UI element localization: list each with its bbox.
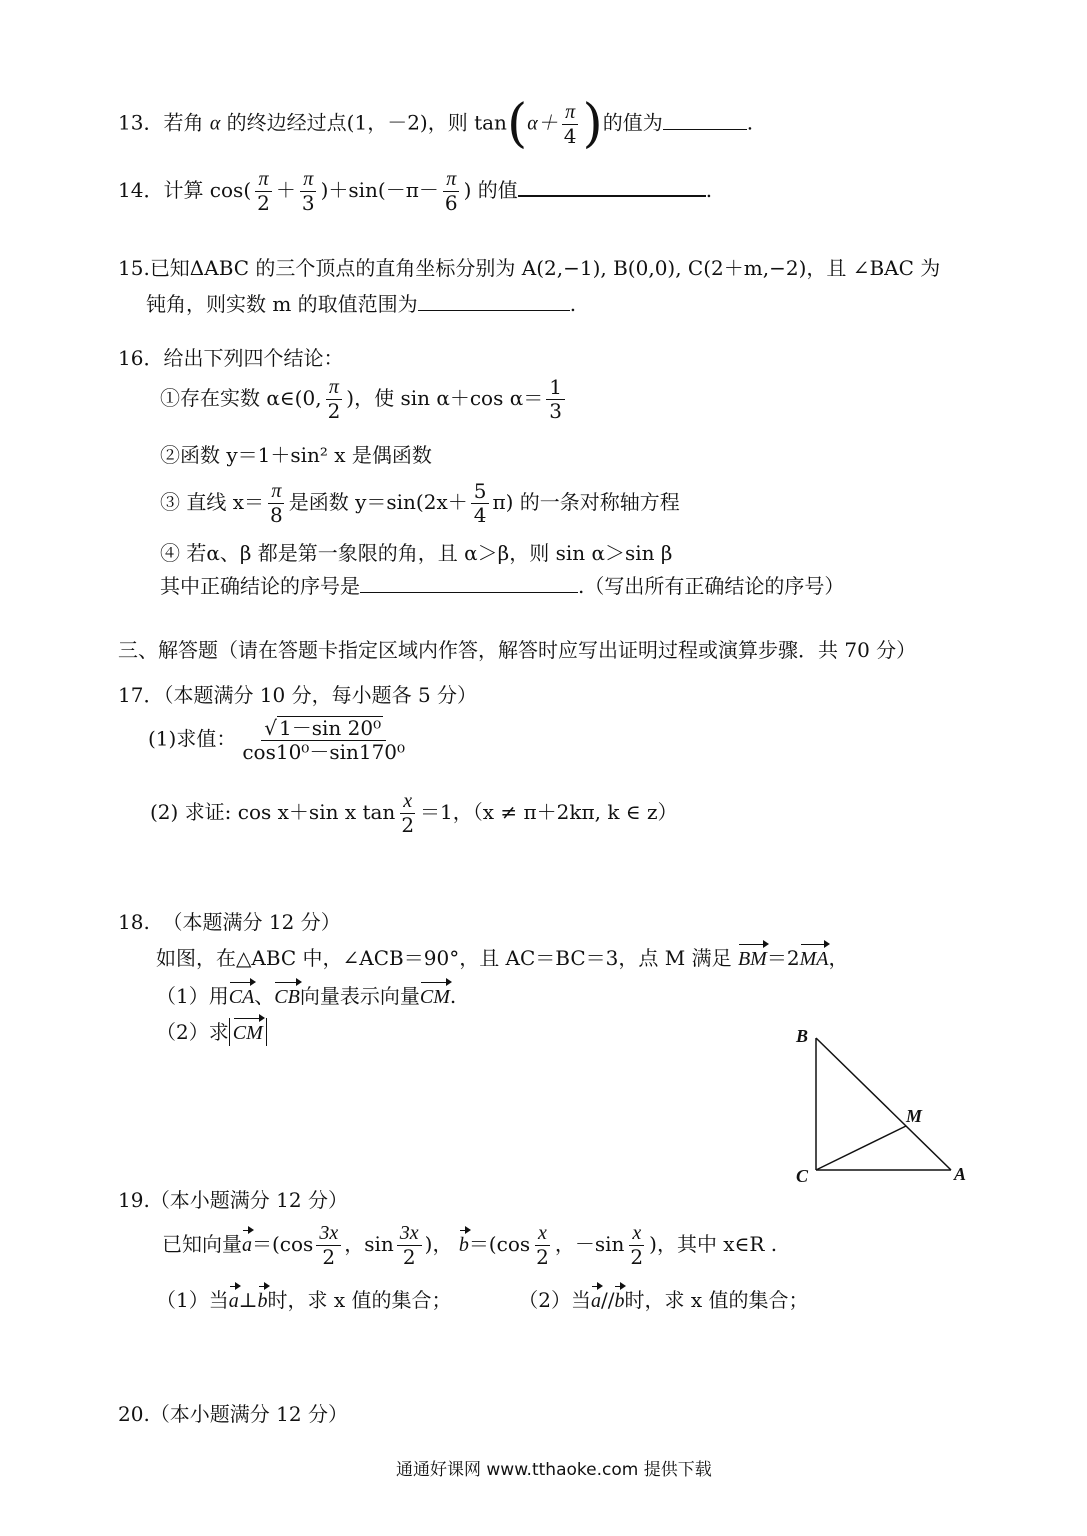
vector-CB: CB <box>274 986 300 1008</box>
q17-part-1: (1)求值： $\frac{\text{√ 1－sin 20⁰}}{\text{cos10⁰－sin170⁰}}$ <box>148 716 411 764</box>
question-16: 16．给出下列四个结论： <box>118 346 344 370</box>
q16-statement-4: ④ 若α、β 都是第一象限的角，且 α＞β，则 sin α＞sin β <box>160 541 673 565</box>
question-15: 15.已知ΔABC 的三个顶点的直角坐标分别为 A(2,−1), B(0,0), C(2＋m,−2)，且 ∠BAC 为 <box>118 256 941 280</box>
q16-ask: 其中正确结论的序号是 .（写出所有正确结论的序号） <box>160 574 845 598</box>
question-17: 17．（本题满分 10 分，每小题各 5 分） <box>118 683 478 707</box>
q19-line-1: 已知向量a＝(cos $\frac{3x}{2}$ ，sin $\frac{3x}{2}$ )， b＝(cos $\frac{x}{2}$ ，－sin $\frac{x}{2}$ )，其中 x∈R . <box>162 1222 778 1269</box>
side-BA <box>816 1038 951 1170</box>
vector-a: a <box>242 1234 252 1256</box>
vector-CM-abs: CM <box>232 1022 263 1044</box>
q19-number: 19. <box>118 1188 150 1212</box>
section-3-heading: 三、解答题（请在答题卡指定区域内作答，解答时应写出证明过程或演算步骤．共 70 分） <box>118 638 917 662</box>
page-footer: 通通好课网 www.tthaoke.com 提供下载 <box>396 1460 712 1480</box>
vector-CM: CM <box>419 986 450 1008</box>
vector-b: b <box>458 1234 469 1256</box>
question-14: 14．计算 cos( $\frac{\pi}{2}$ ＋ $\frac{\pi}{3}$ )＋sin(－π－ $\frac{\pi}{6}$ ) 的值 . <box>118 168 713 215</box>
fraction-pi-over-4: $\frac{\pi}{4}$ <box>563 100 577 148</box>
q19-line-2: （1）当a⊥b时，求 x 值的集合； （2）当a//b时，求 x 值的集合； <box>156 1288 809 1312</box>
q16-statement-3: ③ 直线 x＝ $\frac{\pi}{8}$ 是函数 y＝sin(2x＋ $\frac{5}{4}$ π) 的一条对称轴方程 <box>160 479 680 527</box>
q17-fraction: $\frac{\text{√ 1－sin 20⁰}}{\text{cos10⁰－sin170⁰}}$ <box>242 716 406 764</box>
q15-number: 15. <box>118 256 150 280</box>
label-M: M <box>906 1106 923 1126</box>
q17-part-2: (2) 求证: cos x＋sin x tan $\frac{x}{2}$ ＝1，（x ≠ π＋2kπ, k ∈ z） <box>150 790 678 837</box>
triangle-figure <box>780 1020 980 1190</box>
segment-CM <box>816 1126 906 1170</box>
label-B: B <box>796 1026 809 1046</box>
answer-blank-13 <box>663 129 747 130</box>
q16-statement-1: ①存在实数 α∈(0, $\frac{\pi}{2}$ )，使 sin α＋cos α＝ $\frac{1}{3}$ <box>160 376 568 423</box>
label-A: A <box>954 1164 967 1184</box>
question-20: 20.（本小题满分 12 分） <box>118 1402 348 1426</box>
q18-line-1: 如图，在△ABC 中，∠ACB＝90°，且 AC＝BC＝3，点 M 满足 BM＝2MA， <box>156 946 849 970</box>
q14-number: 14． <box>118 178 164 202</box>
q17-number: 17． <box>118 683 164 707</box>
answer-blank-15 <box>418 310 570 311</box>
q20-number: 20. <box>118 1402 150 1426</box>
question-15-line2: 钝角，则实数 m 的取值范围为 . <box>146 292 577 316</box>
q18-line-2: （1）用CA、CB向量表示向量CM. <box>156 984 457 1008</box>
answer-blank-16 <box>360 592 578 593</box>
vector-CA: CA <box>228 986 255 1008</box>
vector-MA: MA <box>799 948 829 970</box>
q13-number: 13． <box>118 110 164 135</box>
vector-BM: BM <box>737 948 767 970</box>
question-18: 18. （本题满分 12 分） <box>118 910 341 934</box>
q16-number: 16． <box>118 346 164 370</box>
q16-statement-2: ②函数 y＝1＋sin² x 是偶函数 <box>160 443 432 467</box>
question-13: 13．若角 α 的终边经过点(1，－2)，则 tan(α＋ $\frac{\pi}{4}$ )的值为 . <box>118 94 754 154</box>
answer-blank-14 <box>518 195 706 197</box>
question-19: 19.（本小题满分 12 分） <box>118 1188 348 1212</box>
q18-line-3: （2）求 CM <box>156 1020 267 1045</box>
q18-number: 18. <box>118 910 150 934</box>
label-C: C <box>796 1166 809 1186</box>
